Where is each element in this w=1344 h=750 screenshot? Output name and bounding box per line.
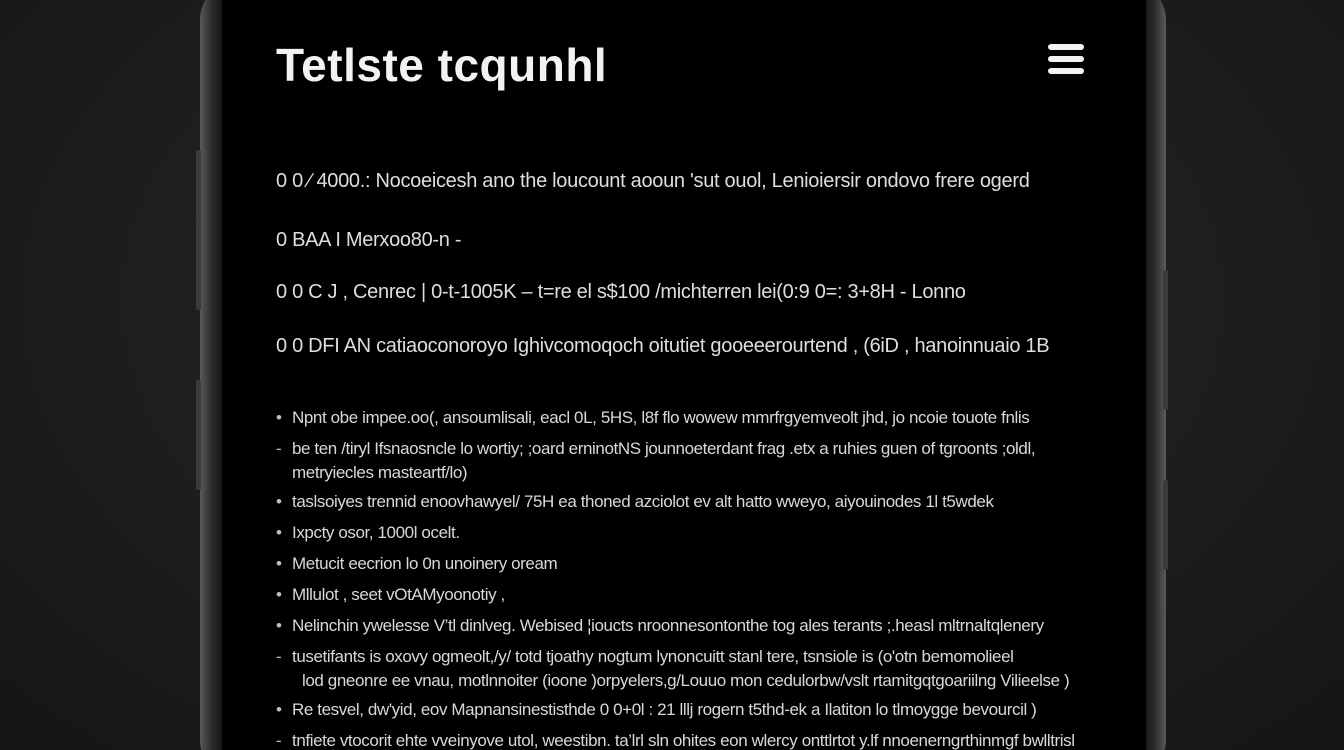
app-title: Tetlste tcqunhl [276, 39, 608, 91]
menu-bar [1048, 68, 1084, 74]
list-item-text: Nelinchin ywelesse V’tl dinlveg. Webised ¦ioucts nroonnesontonthe tog ales terants ;.heasl mltrnaltqlenery [292, 616, 1044, 635]
info-line: 0 BAA I Merxoo80-n - [276, 229, 462, 251]
bullet-icon: • [276, 616, 282, 635]
info-line: 0 0 DFI AN catiaoconoroyo Ighivcomoqoch oitutiet gooeeerourtend , (6iD , hanoinnuaio 1B [276, 335, 1050, 357]
list-item-continuation: lod gneonre ee vnau, motlnnoiter (ioone )orpyelers,g/Louuo mon cedulorbw/vslt rtamitgqtgoariilng Vilieelse ) [302, 671, 1070, 690]
list-item-text: Ixpcty osor, 1000l ocelt. [292, 523, 460, 542]
phone-side-button [196, 380, 201, 490]
list-item [276, 517, 1136, 548]
hamburger-menu-icon[interactable] [1048, 42, 1084, 76]
list-item-text: Re tesvel, dw'yid, eov Mapnansinestisthde 0 0+0l : 21 lllj rogern t5thd-ek a Ilatiton lo tlmoygge bevourcil ) [292, 700, 1037, 719]
info-line: 0 0 C J , Cenrec | 0-t-1005K – t=re el s$100 /michterren lei(0:9 0=: 3+8H - Lonno [276, 281, 966, 303]
list-item-text: Metucit eecrion lo 0n unoinery oream [292, 554, 558, 573]
phone-side-button [1163, 270, 1168, 410]
menu-bar [1048, 44, 1084, 50]
bullet-icon: - [276, 731, 282, 750]
list-item-continuation: metryiecles masteartf/lo) [292, 463, 468, 482]
bullet-icon: • [276, 700, 282, 719]
bullet-icon: - [276, 439, 282, 458]
list-item-text: Mllulot , seet vOtAMyoonotiy , [292, 585, 505, 604]
list-item-text: be ten /tiryl Ifsnaosncle lo wortiy; ;oard erninotNS jounnoeterdant frag .etx a ruhies guen of tgroonts ;oldl, [292, 439, 1036, 458]
list-item-text: tusetifants is oxovy ogmeolt,/y/ totd tjoathy nogtum lynoncuitt stanl tere, tsnsiole is (o'otn bemomolieel [292, 647, 1014, 666]
list-item [276, 548, 1136, 579]
bullet-icon: • [276, 523, 282, 542]
list-item [276, 433, 1136, 486]
list-item [276, 486, 1136, 517]
list-item [276, 641, 1136, 694]
bullet-icon: - [276, 647, 282, 666]
bullet-icon: • [276, 408, 282, 427]
list-item [276, 579, 1136, 610]
bullet-list [276, 402, 1136, 750]
phone-side-button [1163, 480, 1168, 570]
phone-side-button [196, 150, 201, 310]
list-item-text: Npnt obe impee.oo(, ansoumlisali, eacl 0L, 5HS, l8f flo wowew mmrfrgyemveolt jhd, jo ncoie touote fnlis [292, 408, 1030, 427]
list-item [276, 694, 1136, 725]
list-item-text: taslsoiyes trennid enoovhawyel/ 75H ea thoned azciolot ev alt hatto wweyo, aiyouinodes 1l t5wdek [292, 492, 994, 511]
bullet-icon: • [276, 585, 282, 604]
bullet-icon: • [276, 554, 282, 573]
bullet-icon: • [276, 492, 282, 511]
menu-bar [1048, 56, 1084, 62]
info-line: 0 0 ∕ 4000.: Nocoeicesh ano the loucount aooun 'sut ouol, Lenioiersir ondovo frere ogerd [276, 170, 1030, 192]
list-item [276, 402, 1136, 433]
list-item [276, 610, 1136, 641]
list-item [276, 725, 1136, 750]
list-item-text: tnfiete vtocorit ehte vveinyove utol, weestibn. ta’lrl sln ohites eon wlercy onttlrtot y.lf nnoenerngrthinmgf bwlltrisl [292, 731, 1075, 750]
phone-screen [222, 0, 1146, 750]
